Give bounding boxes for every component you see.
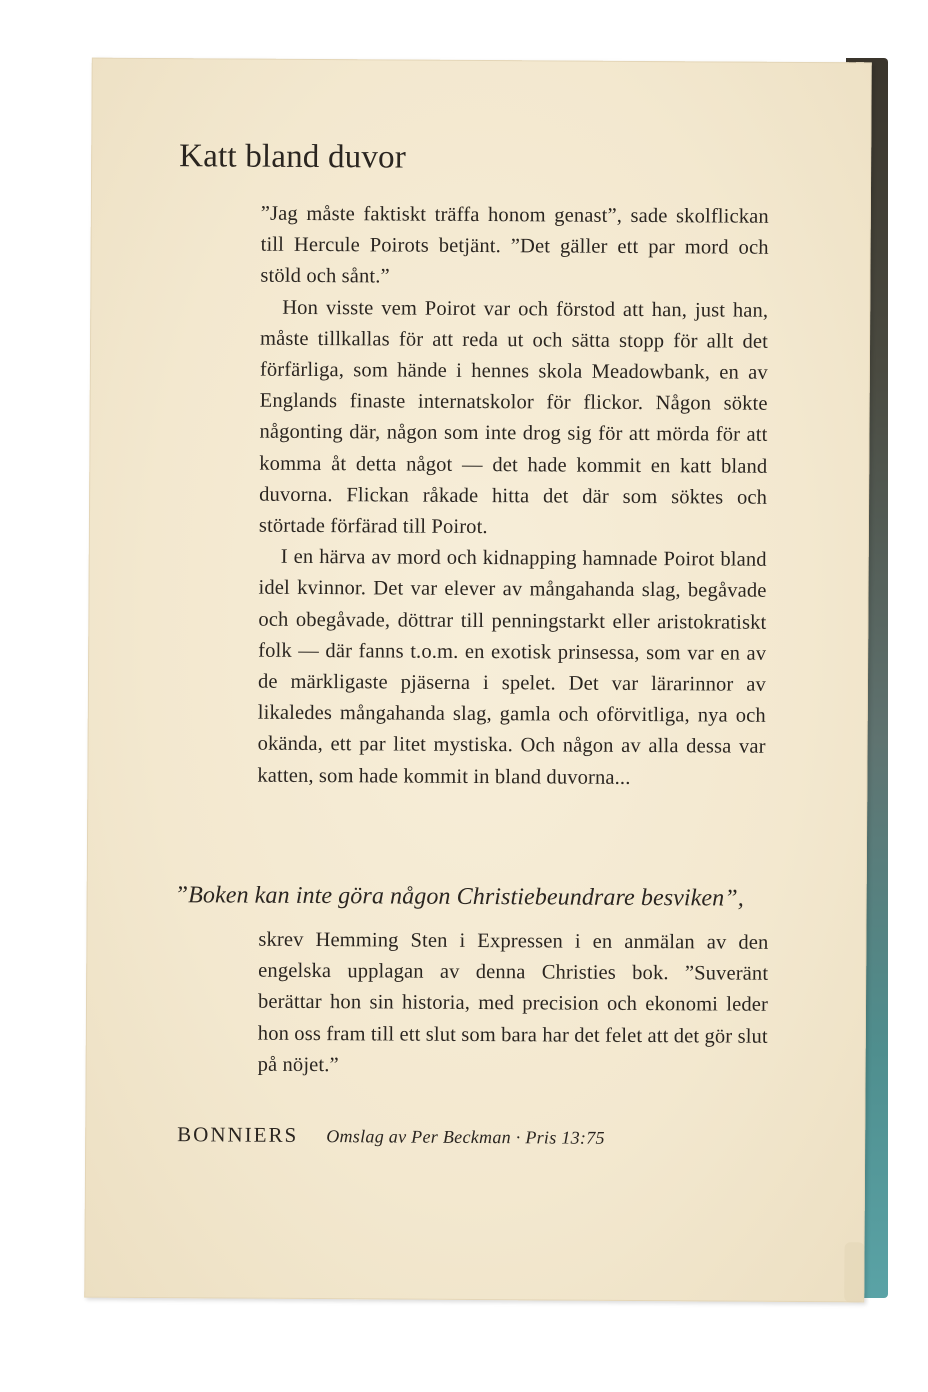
cover-footer [177, 1122, 605, 1150]
book-title: Katt bland duvor [179, 138, 407, 176]
review-quote: ”Boken kan inte göra någon Christiebeundrare besviken”, [174, 882, 744, 912]
back-cover [84, 58, 872, 1303]
blurb-paragraph-1: ”Jag måste faktiskt träffa honom genast”, sade skolflickan till Hercule Poirots betjänt. ”Det gäller ett par mord och stöld och sånt.” [260, 202, 769, 288]
blurb-paragraph-3: I en härva av mord och kidnapping hamnade Poirot bland idel kvinnor. Det var elever av mångahanda slag, begåvade och obegåvade, döttrar till penningstarkt eller aristokratiskt folk — där fanns t.o.m. en exotisk prinsessa, som var en av de märkligaste pjäserna i spelet. Det var lärarinnor av likaledes mångahanda slag, gamla och oförvitliga, nya och okända, ett par litet mystiska. Och någon av alla dessa var katten, som hade kommit in bland duvorna... [257, 546, 767, 789]
paper-wear-mark [844, 1242, 864, 1302]
cover-credits-price: Omslag av Per Beckman · Pris 13:75 [326, 1126, 605, 1148]
blurb-paragraph-2: Hon visste vem Poirot var och förstod att han, just han, måste tillkallas för att reda ut och sätta stopp för allt det förfärliga, som hände i hennes skola Meadowbank, en av Englands finaste internatskolor för flickor. Någon sökte någonting där, någon som inte drog sig för att mörda för att komma åt detta något — det hade kommit en katt bland duvorna. Flickan råkade hitta det där som söktes och störtade förfärad till Poirot. [258, 296, 769, 539]
review-text: skrev Hemming Sten i Expressen i en anmälan av den engelska upplagan av denna Christies bok. ”Suveränt berättar hon sin historia, med precision och ekonomi leder hon oss fram till ett slut som bara har det felet att det gör slut på nöjet.” [257, 928, 769, 1076]
publisher-name: BONNIERS [177, 1122, 299, 1147]
blurb [257, 199, 769, 795]
